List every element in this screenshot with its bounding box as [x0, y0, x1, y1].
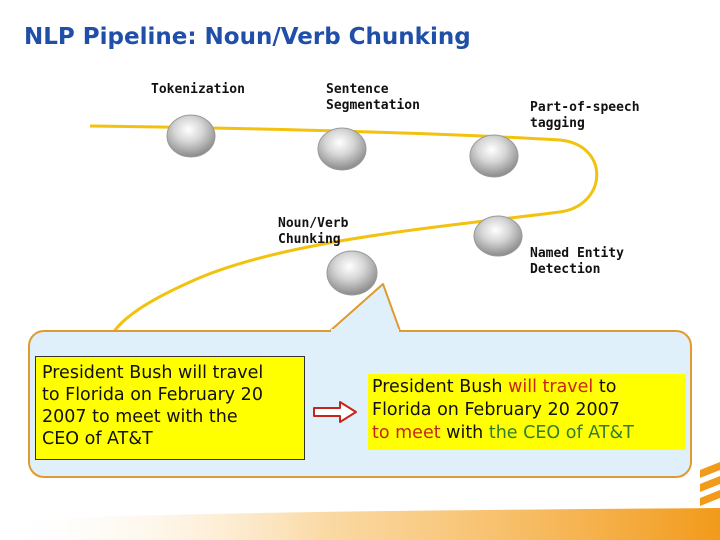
- chunk-text: President Bush: [372, 377, 509, 397]
- chunk-text: Florida on February 20 2007: [372, 400, 620, 420]
- chunked-line-3: [372, 422, 682, 445]
- stage-label-named-entity-detection: Named Entity Detection: [530, 246, 624, 277]
- chunked-line-1: [372, 376, 682, 399]
- chunked-sentence-box: [368, 374, 686, 450]
- input-sentence-box: [35, 356, 305, 460]
- chunk-text: with: [440, 423, 489, 443]
- stage-label-tokenization: Tokenization: [151, 82, 245, 97]
- verb-chunk: will travel: [508, 377, 594, 397]
- noun-chunk: the CEO of AT&T: [488, 423, 634, 443]
- slide-title: NLP Pipeline: Noun/Verb Chunking: [24, 24, 471, 50]
- transform-arrow-icon: [312, 400, 358, 424]
- verb-chunk: to meet: [372, 423, 441, 443]
- stage-label-pos-tagging: Part-of-speech tagging: [530, 100, 640, 131]
- input-sentence-line: President Bush will travel: [42, 363, 264, 383]
- input-sentence-line: CEO of AT&T: [42, 429, 153, 449]
- input-sentence-line: to Florida on February 20: [42, 385, 263, 405]
- chunked-line-2: [372, 399, 682, 422]
- input-sentence-line: 2007 to meet with the: [42, 407, 238, 427]
- chunk-text: to: [593, 377, 617, 397]
- stage-label-sentence-segmentation: Sentence Segmentation: [326, 82, 420, 113]
- stage-node-noun-verb-chunking: [327, 251, 377, 295]
- stage-label-noun-verb-chunking: Noun/Verb Chunking: [278, 216, 349, 247]
